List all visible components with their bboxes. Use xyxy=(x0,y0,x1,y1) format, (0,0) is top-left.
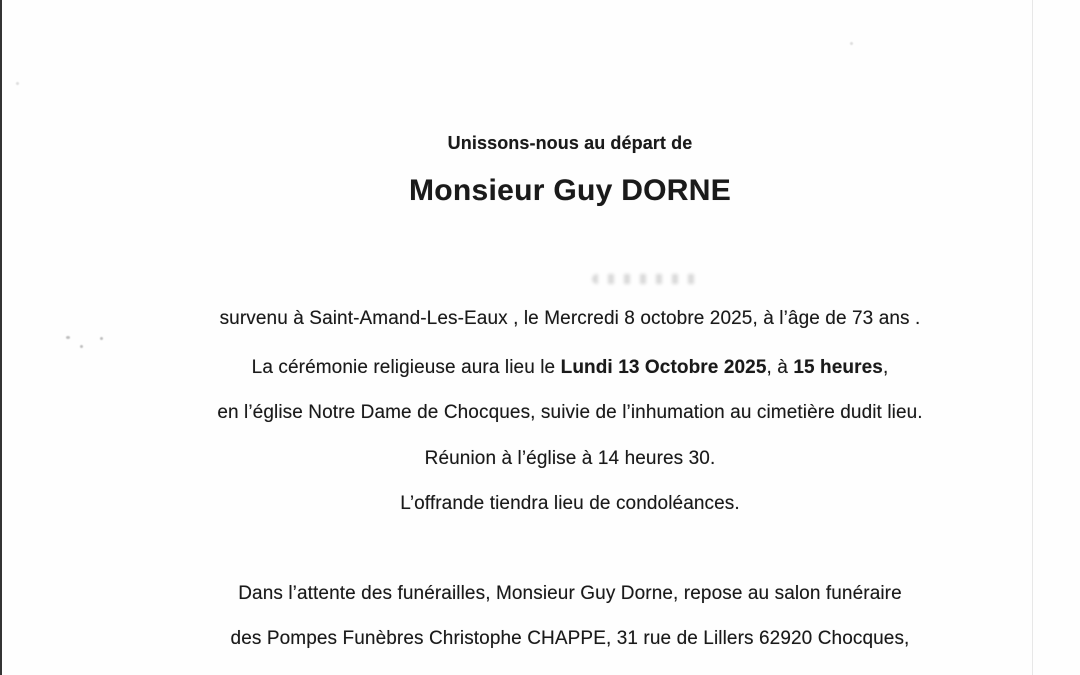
scan-speck xyxy=(850,42,853,45)
ceremony-suffix: , xyxy=(882,357,889,378)
ceremony-date: Lundi 13 Octobre 2025 xyxy=(560,357,767,378)
deceased-name: Monsieur Guy DORNE xyxy=(408,174,732,207)
scan-speck xyxy=(100,337,103,340)
scan-speck xyxy=(66,336,70,339)
offering-line: L’offrande tiendra lieu de condoléances. xyxy=(400,493,740,514)
ceremony-prefix: La cérémonie religieuse aura lieu le xyxy=(251,357,561,378)
scan-edge-right xyxy=(1032,0,1033,675)
meeting-line: Réunion à l’église à 14 heures 30. xyxy=(424,448,716,469)
death-details-line: survenu à Saint-Amand-Les-Eaux , le Mercredi 8 octobre 2025, à l’âge de 73 ans . xyxy=(219,308,921,329)
ceremony-line xyxy=(60,356,1080,380)
scan-speck xyxy=(16,82,19,85)
scan-smudge xyxy=(592,274,700,284)
funeral-home-address-line: des Pompes Funèbres Christophe CHAPPE, 31 rue de Lillers 62920 Chocques, xyxy=(230,628,910,649)
ceremony-time: 15 heures xyxy=(793,357,883,378)
scan-speck xyxy=(80,345,83,348)
scan-edge-left xyxy=(0,0,2,675)
church-line: en l’église Notre Dame de Chocques, suivie de l’inhumation au cimetière dudit lieu. xyxy=(217,402,923,423)
ceremony-middle: , à xyxy=(766,357,794,378)
repose-line: Dans l’attente des funérailles, Monsieur Guy Dorne, repose au salon funéraire xyxy=(238,583,902,604)
intro-line: Unissons-nous au départ de xyxy=(447,133,693,153)
